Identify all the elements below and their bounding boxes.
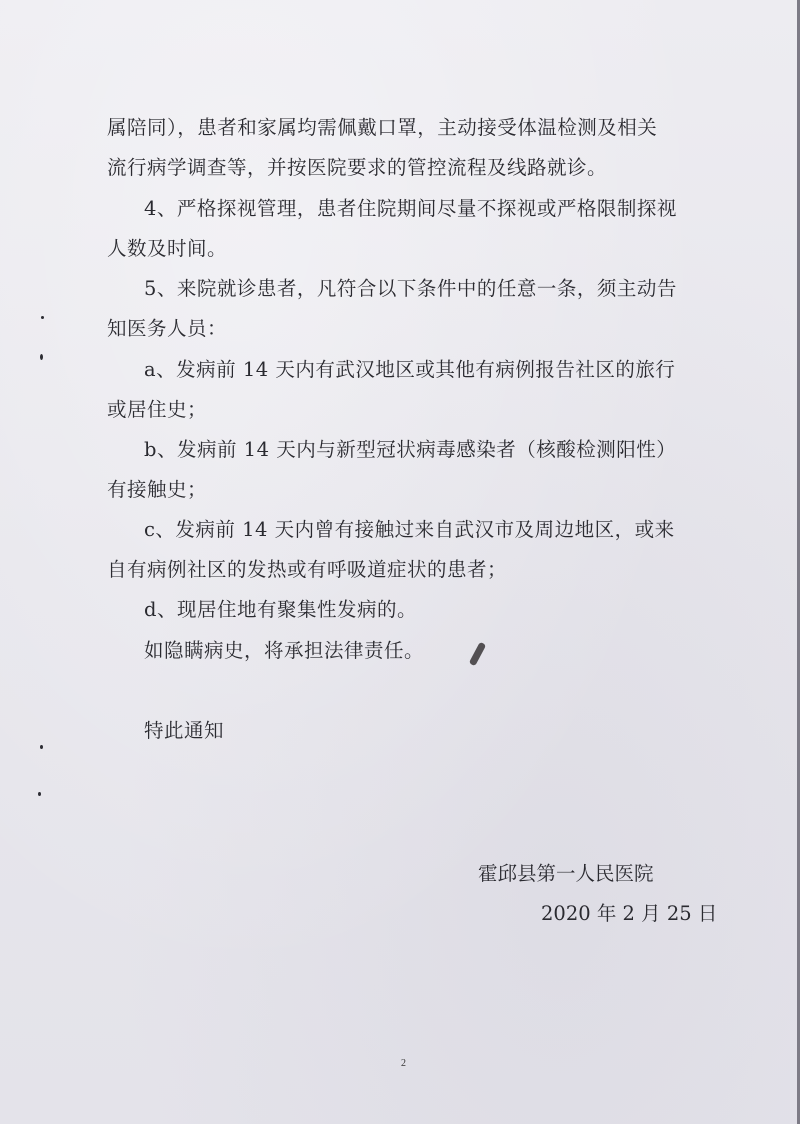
signature-organization: 霍邱县第一人民医院 xyxy=(478,862,654,885)
scan-speck xyxy=(40,745,43,749)
body-line-10: 有接触史； xyxy=(107,478,208,501)
body-line-4: 人数及时间。 xyxy=(107,237,228,260)
scan-speck xyxy=(41,316,44,319)
body-line-11: c、发病前 14 天内曾有接触过来自武汉市及周边地区，或来 xyxy=(144,518,675,541)
page-number: 2 xyxy=(401,1058,406,1069)
body-line-2: 流行病学调查等，并按医院要求的管控流程及线路就诊。 xyxy=(107,156,608,179)
body-line-13: d、现居住地有聚集性发病的。 xyxy=(144,598,417,621)
scan-speck xyxy=(38,792,41,796)
body-line-12: 自有病例社区的发热或有呼吸道症状的患者； xyxy=(107,558,508,581)
body-line-5: 5、来院就诊患者，凡符合以下条件中的任意一条，须主动告 xyxy=(144,277,677,300)
body-line-9: b、发病前 14 天内与新型冠状病毒感染者（核酸检测阳性） xyxy=(144,438,677,461)
body-line-1: 属陪同），患者和家属均需佩戴口罩，主动接受体温检测及相关 xyxy=(107,116,658,139)
ink-stroke-mark xyxy=(469,642,486,666)
body-line-7: a、发病前 14 天内有武汉地区或其他有病例报告社区的旅行 xyxy=(144,358,676,381)
body-line-3: 4、严格探视管理，患者住院期间尽量不探视或严格限制探视 xyxy=(144,197,677,220)
body-line-14: 如隐瞒病史，将承担法律责任。 xyxy=(144,639,425,662)
signature-date: 2020 年 2 月 25 日 xyxy=(541,902,718,925)
body-line-6: 知医务人员： xyxy=(107,317,228,340)
body-line-8: 或居住史； xyxy=(107,398,208,421)
scan-speck xyxy=(40,354,43,360)
closing-line: 特此通知 xyxy=(144,719,225,742)
